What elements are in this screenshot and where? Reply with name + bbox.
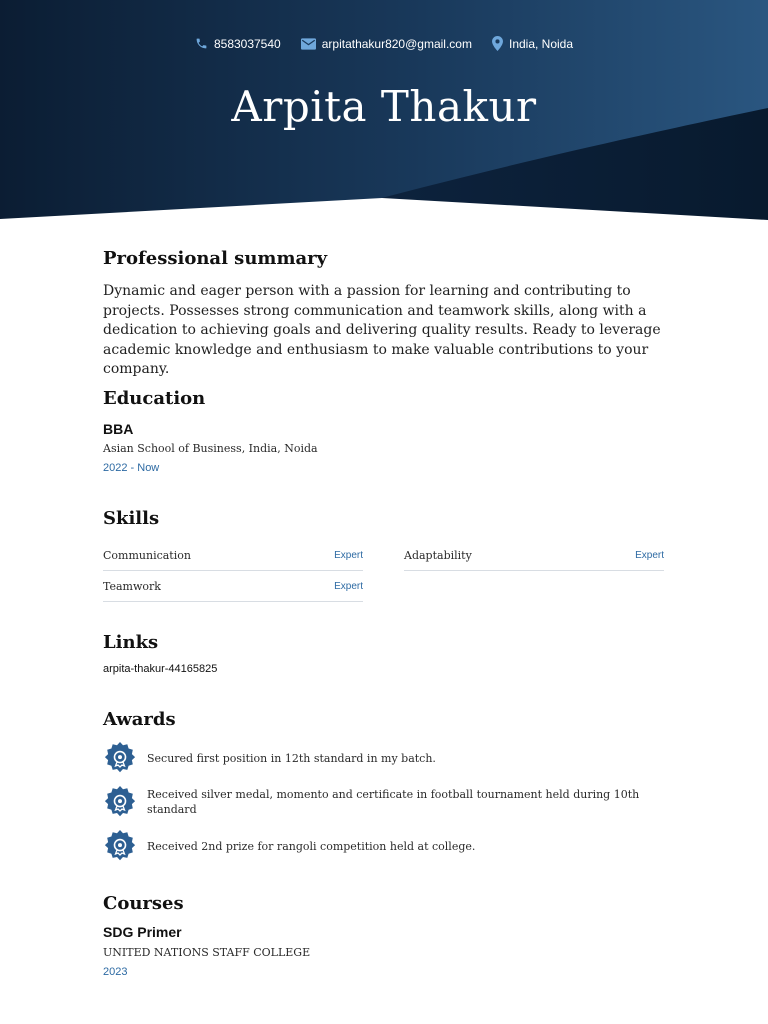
award-badge-icon bbox=[103, 741, 137, 775]
education-school: Asian School of Business, India, Noida bbox=[103, 442, 318, 455]
phone-text: 8583037540 bbox=[213, 36, 281, 51]
skill-level: Expert bbox=[334, 549, 363, 561]
courses-heading: Courses bbox=[103, 893, 184, 914]
candidate-name: Arpita Thakur bbox=[231, 82, 537, 131]
skill-level: Expert bbox=[635, 549, 664, 561]
summary-heading: Professional summary bbox=[103, 248, 328, 269]
summary-text: Dynamic and eager person with a passion for learning and contributing to projects. Possesses strong communication and teamwork skills, along with a dedication to achieving goals and delivering quality results. Ready to leverage academic knowledge and enthusiasm to make valuable contributions to your company. bbox=[103, 283, 661, 377]
education-dates: 2022 - Now bbox=[103, 462, 160, 474]
email-icon bbox=[301, 38, 316, 50]
skill-item bbox=[103, 540, 363, 571]
skill-item bbox=[404, 540, 664, 571]
location-pin-icon bbox=[492, 36, 503, 51]
skill-name: Adaptability bbox=[404, 548, 472, 562]
award-badge-icon bbox=[103, 829, 137, 863]
links-heading: Links bbox=[103, 632, 159, 653]
award-item bbox=[103, 829, 664, 863]
phone-icon bbox=[195, 37, 208, 50]
skills-heading: Skills bbox=[103, 508, 160, 529]
contact-row bbox=[0, 36, 768, 51]
award-text: Received 2nd prize for rangoli competition held at college. bbox=[147, 839, 476, 853]
contact-phone[interactable] bbox=[195, 36, 281, 51]
course-institution: UNITED NATIONS STAFF COLLEGE bbox=[103, 946, 311, 959]
award-text: Secured first position in 12th standard in my batch. bbox=[147, 751, 436, 765]
award-item bbox=[103, 785, 664, 819]
profile-link[interactable]: arpita-thakur-44165825 bbox=[103, 663, 218, 675]
skill-item bbox=[103, 571, 363, 602]
education-degree: BBA bbox=[103, 421, 134, 437]
skill-level: Expert bbox=[334, 580, 363, 592]
award-badge-icon bbox=[103, 785, 137, 819]
location-text: India, Noida bbox=[508, 36, 574, 51]
email-text: arpitathakur820@gmail.com bbox=[321, 36, 472, 51]
contact-location bbox=[492, 36, 573, 51]
skill-name: Communication bbox=[103, 548, 191, 562]
education-heading: Education bbox=[103, 388, 206, 409]
award-item bbox=[103, 741, 664, 775]
awards-heading: Awards bbox=[103, 709, 176, 730]
resume-header bbox=[0, 0, 768, 220]
course-name: SDG Primer bbox=[103, 924, 182, 940]
skill-name: Teamwork bbox=[103, 579, 161, 593]
contact-email[interactable] bbox=[301, 36, 472, 51]
course-year: 2023 bbox=[103, 966, 128, 978]
award-text: Received silver medal, momento and certificate in football tournament held during 10th standard bbox=[147, 788, 640, 816]
